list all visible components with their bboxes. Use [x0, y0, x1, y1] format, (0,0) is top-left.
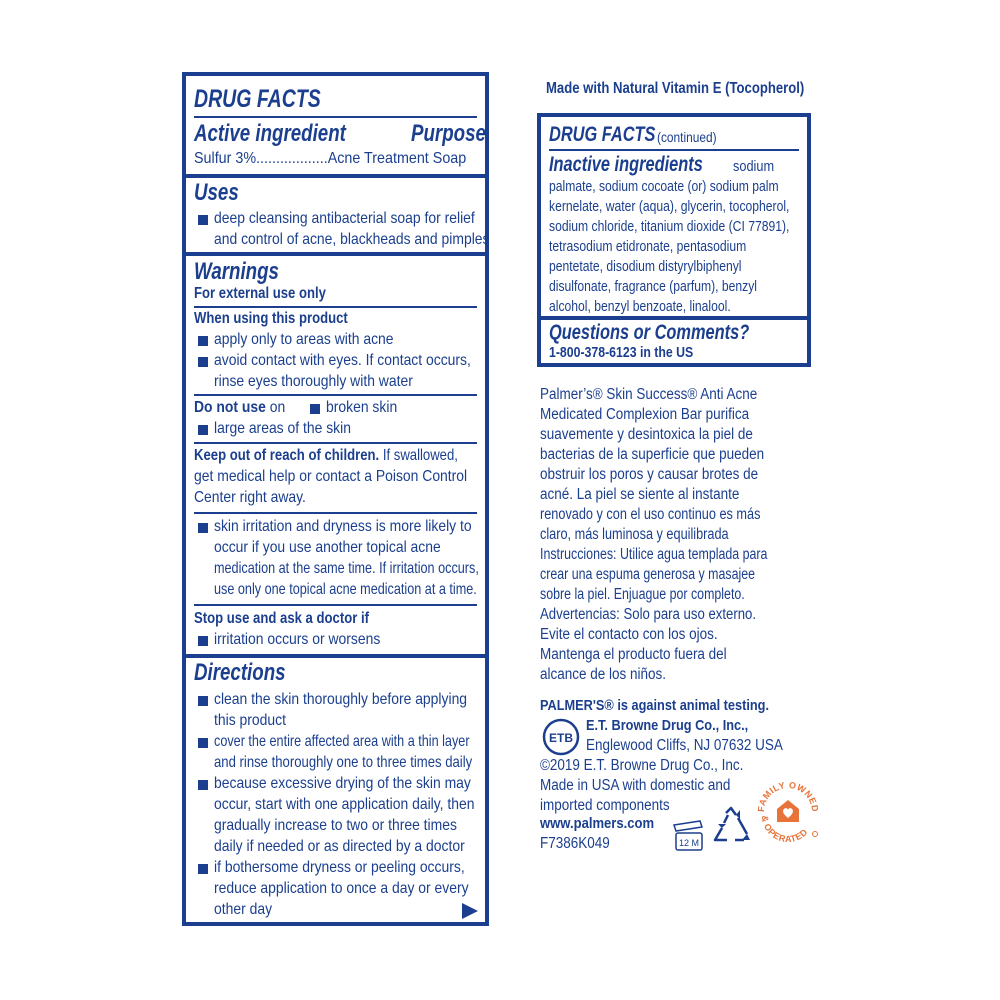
irritation-line: use only one topical acne medication at a time. — [214, 581, 477, 598]
bullet-square-icon — [198, 215, 208, 225]
spanish-line: Medicated Complexion Bar purifica — [540, 406, 750, 423]
active-ingredient-header: Active ingredient — [194, 120, 346, 147]
directions-line: clean the skin thoroughly before applying — [214, 691, 468, 708]
directions-line: and rinse thoroughly one to three times daily — [214, 754, 473, 771]
questions-header — [549, 321, 806, 345]
directions-line: cover the entire affected area with a thin layer — [214, 733, 470, 750]
copyright-text: ©2019 E.T. Browne Drug Co., Inc. — [540, 757, 744, 774]
uses-line: and control of acne, blackheads and pimples — [214, 231, 490, 248]
spanish-line: alcance de los niños. — [540, 666, 666, 683]
bullet-square-icon — [310, 404, 320, 414]
spanish-line: obstruir los poros y causar brotes de — [540, 466, 759, 483]
family-owned-seal-icon — [752, 770, 824, 854]
do-not-use-on: on — [269, 399, 286, 416]
spanish-line: Evite el contacto con los ojos. — [540, 626, 718, 643]
vitamin-e-tagline: Made with Natural Vitamin E (Tocopherol) — [546, 80, 805, 97]
bullet-square-icon — [198, 636, 208, 646]
do-not-use-line — [194, 398, 285, 418]
warning-line: avoid contact with eyes. If contact occurs, — [214, 352, 471, 369]
spanish-line: suavemente y desintoxica la piel de — [540, 426, 753, 443]
inactive-ingredients-title: Inactive ingredients — [549, 153, 703, 176]
do-not-use-item: large areas of the skin — [214, 420, 351, 437]
drug-facts-continued-panel — [537, 113, 811, 367]
directions-line: gradually increase to two or three times — [214, 817, 457, 834]
spanish-line: sobre la piel. Enjuague por completo. — [540, 586, 745, 603]
inactive-ingredient-text: disulfonate, fragrance (parfum), benzyl — [549, 278, 758, 295]
inactive-ingredient-text: pentetate, disodium distyrylbiphenyl — [549, 258, 742, 275]
uses-section — [194, 179, 490, 248]
inactive-ingredient-text: palmate, sodium cocoate (or) sodium palm — [549, 178, 779, 195]
keep-out-bold: Keep out of reach of children. — [194, 447, 380, 464]
active-ingredient-row — [194, 120, 486, 147]
stop-use-item: irritation occurs or worsens — [214, 631, 381, 648]
section-divider — [186, 252, 485, 256]
directions-line: if bothersome dryness or peeling occurs, — [214, 859, 465, 876]
divider — [194, 394, 477, 396]
drug-facts-title: DRUG FACTS — [194, 85, 321, 113]
bullet-square-icon — [198, 864, 208, 874]
warnings-title: Warnings — [194, 258, 279, 285]
bullet-square-icon — [198, 425, 208, 435]
inactive-ingredient-text: kernelate, water (aqua), glycerin, tocopherol, — [549, 198, 790, 215]
phone-number: 1-800-378-6123 in the US — [549, 344, 694, 361]
directions-title: Directions — [194, 659, 286, 686]
company-name: E.T. Browne Drug Co., Inc., — [586, 717, 749, 734]
directions-line: daily if needed or as directed by a doctor — [214, 838, 465, 855]
product-code: F7386K049 — [540, 835, 610, 852]
stop-use-title: Stop use and ask a doctor if — [194, 610, 369, 627]
section-divider — [186, 174, 485, 178]
warning-line: apply only to areas with acne — [214, 331, 394, 348]
inactive-ingredients-header — [549, 153, 746, 177]
do-not-use-label: Do not use — [194, 399, 266, 416]
pao-label: 12 M — [678, 838, 700, 848]
irritation-line: occur if you use another topical acne — [214, 539, 441, 556]
bullet-square-icon — [198, 780, 208, 790]
drug-facts-header — [194, 86, 477, 112]
purpose-header: Purpose — [410, 120, 486, 147]
inactive-ingredient-text: alcohol, benzyl benzoate, linalool. — [549, 298, 731, 315]
irritation-line: skin irritation and dryness is more likely to — [214, 518, 472, 535]
bullet-square-icon — [198, 696, 208, 706]
keep-out-line: get medical help or contact a Poison Control — [194, 468, 468, 485]
bullet-square-icon — [198, 523, 208, 533]
spanish-line: crear una espuma generosa y masajee — [540, 566, 756, 583]
continue-arrow-icon — [461, 902, 479, 920]
irritation-line: medication at the same time. If irritation occurs, — [214, 560, 479, 577]
spanish-line: Instrucciones: Utilice agua templada para — [540, 546, 768, 563]
drug-facts-panel — [182, 72, 489, 926]
keep-out-line: Center right away. — [194, 489, 306, 506]
spanish-line: Mantenga el producto fuera del — [540, 646, 727, 663]
spanish-line: Palmer’s® Skin Success® Anti Acne — [540, 386, 758, 403]
drug-facts-title: DRUG FACTS — [549, 123, 656, 146]
directions-line: reduce application to once a day or every — [214, 880, 469, 897]
questions-title: Questions or Comments? — [549, 321, 750, 344]
made-in-text: Made in USA with domestic and — [540, 777, 731, 794]
bullet-square-icon — [198, 738, 208, 748]
continued-label: (continued) — [657, 129, 717, 145]
spanish-line: Advertencias: Solo para uso externo. — [540, 606, 757, 623]
directions-line: other day — [214, 901, 273, 918]
company-address: Englewood Cliffs, NJ 07632 USA — [586, 737, 783, 754]
svg-text:FAMILY OWNED: FAMILY OWNED — [755, 779, 821, 813]
keep-out-rest: If swallowed, — [382, 447, 458, 464]
directions-line: because excessive drying of the skin may — [214, 775, 471, 792]
uses-line: deep cleansing antibacterial soap for relief — [214, 210, 475, 227]
section-divider — [186, 654, 485, 658]
divider — [194, 306, 477, 308]
divider — [194, 604, 477, 606]
when-using-title: When using this product — [194, 310, 348, 327]
divider — [194, 116, 477, 118]
inactive-ingredient-text: sodium — [733, 158, 775, 175]
etb-logo-icon — [541, 717, 581, 757]
keep-out-line — [194, 446, 458, 466]
bullet-square-icon — [198, 357, 208, 367]
spanish-line: acné. La piel se siente al instante — [540, 486, 740, 503]
directions-line: occur, start with one application daily, then — [214, 796, 475, 813]
spanish-line: claro, más luminosa y equilibrada — [540, 526, 729, 543]
do-not-use-item: broken skin — [326, 399, 398, 416]
warnings-section — [194, 258, 477, 302]
directions-section — [194, 659, 477, 918]
uses-title: Uses — [194, 179, 239, 206]
divider — [194, 512, 477, 514]
warning-line: rinse eyes thoroughly with water — [214, 373, 413, 390]
divider — [549, 149, 799, 151]
spanish-line: bacterias de la superficie que pueden — [540, 446, 765, 463]
divider — [194, 442, 477, 444]
svg-text:& OPERATED: & OPERATED — [759, 814, 810, 845]
animal-testing-text: PALMER'S® is against animal testing. — [540, 697, 769, 714]
pao-jar-icon — [670, 817, 708, 853]
inactive-ingredient-text: sodium chloride, titanium dioxide (CI 77891), — [549, 218, 790, 235]
directions-line: this product — [214, 712, 286, 729]
bullet-square-icon — [198, 336, 208, 346]
inactive-ingredient-text: tetrasodium etidronate, pentasodium — [549, 238, 747, 255]
website-link[interactable]: www.palmers.com — [540, 815, 655, 832]
recycle-icon — [709, 806, 753, 848]
etb-logo-letters: ETB — [549, 731, 573, 745]
external-use-text: For external use only — [194, 285, 326, 302]
made-in-text: imported components — [540, 797, 670, 814]
active-ingredient-text: Sulfur 3%..................Acne Treatment Soap — [194, 150, 467, 167]
section-divider — [541, 316, 807, 320]
spanish-line: renovado y con el uso continuo es más — [540, 506, 761, 523]
